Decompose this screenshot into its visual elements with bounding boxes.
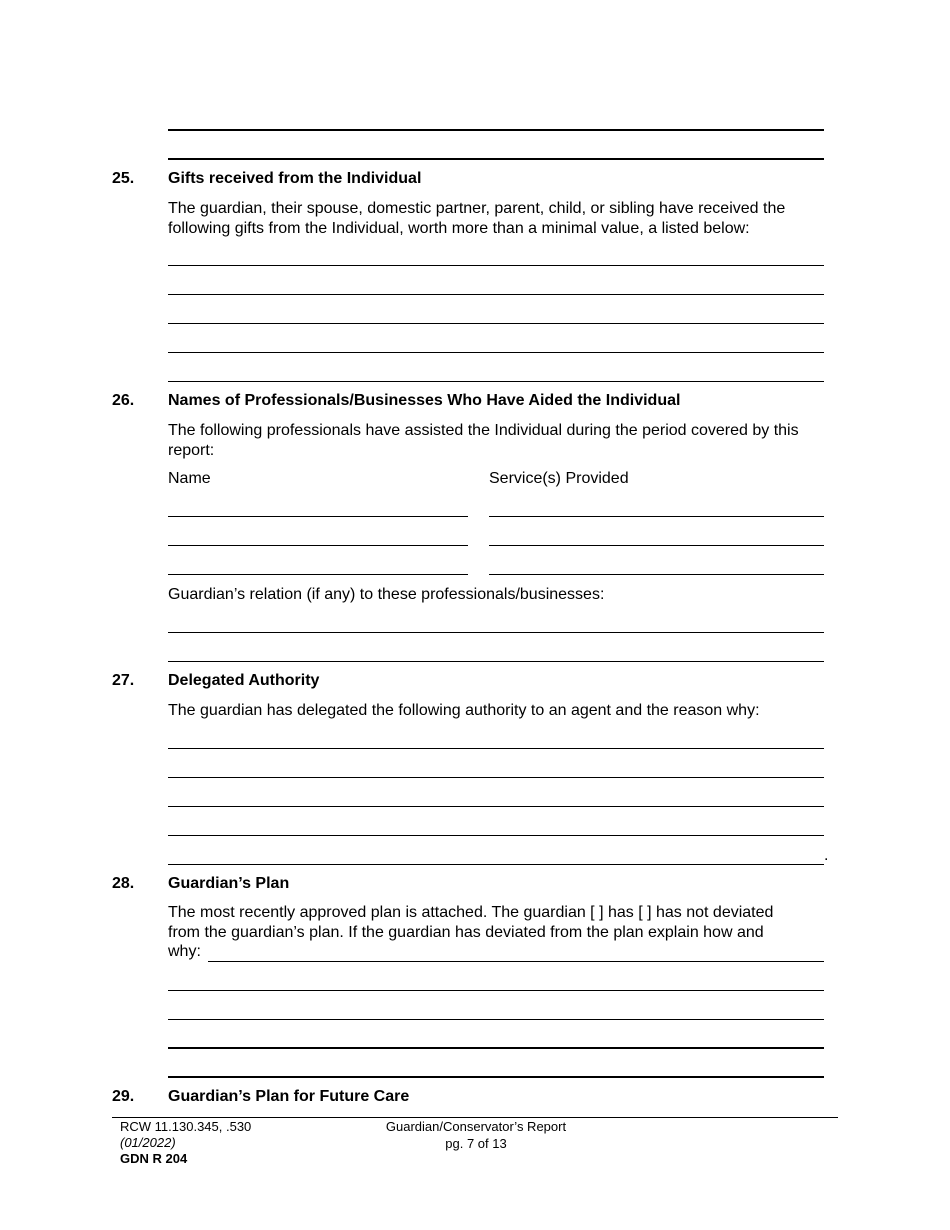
section-29-heading: Guardian’s Plan for Future Care xyxy=(168,1088,410,1105)
section-28-text-line-3: why: xyxy=(168,943,201,960)
section-27-text: The guardian has delegated the following authority to an agent and the reason why: xyxy=(168,702,760,719)
answer-line[interactable] xyxy=(208,961,824,962)
footer-page: pg. 7 of 13 xyxy=(445,1136,507,1151)
section-28-text-line-1: The most recently approved plan is attached. The guardian [ ] has [ ] has not deviated xyxy=(168,904,774,921)
section-28-number: 28. xyxy=(112,875,135,892)
footer-divider xyxy=(112,1117,838,1118)
service-column-label: Service(s) Provided xyxy=(489,470,629,487)
section-27-number: 27. xyxy=(112,672,135,689)
answer-line[interactable] xyxy=(168,990,824,991)
section-25-number: 25. xyxy=(112,170,135,187)
answer-line[interactable] xyxy=(168,632,824,633)
section-27-heading: Delegated Authority xyxy=(168,672,320,689)
answer-line[interactable] xyxy=(168,661,824,662)
footer-title: Guardian/Conservator’s Report xyxy=(385,1119,567,1134)
answer-line[interactable] xyxy=(168,864,824,865)
footer-form-code: GDN R 204 xyxy=(120,1151,188,1166)
section-26-text: The following professionals have assisted the Individual during the period covered by this report: xyxy=(168,422,799,459)
relation-label: Guardian’s relation (if any) to these professionals/businesses: xyxy=(168,586,605,603)
answer-line[interactable] xyxy=(168,381,824,382)
answer-line[interactable] xyxy=(168,323,824,324)
section-25-text: The guardian, their spouse, domestic partner, parent, child, or sibling have received the following gifts from the Individual, worth more than a minimal value, a listed below: xyxy=(168,200,786,237)
section-25-heading: Gifts received from the Individual xyxy=(168,170,422,187)
answer-line[interactable] xyxy=(168,806,824,807)
name-line[interactable] xyxy=(168,545,468,546)
name-column-label: Name xyxy=(168,470,211,487)
answer-line[interactable] xyxy=(168,265,824,266)
answer-line[interactable] xyxy=(168,352,824,353)
continuation-line xyxy=(168,129,824,131)
service-line[interactable] xyxy=(489,516,824,517)
name-line[interactable] xyxy=(168,574,468,575)
service-line[interactable] xyxy=(489,545,824,546)
line-end-period: . xyxy=(824,847,829,864)
name-line[interactable] xyxy=(168,516,468,517)
section-29-number: 29. xyxy=(112,1088,135,1105)
answer-line[interactable] xyxy=(168,1047,824,1049)
continuation-line xyxy=(168,158,824,160)
section-28-text-line-2: from the guardian’s plan. If the guardian has deviated from the plan explain how and xyxy=(168,924,764,941)
answer-line[interactable] xyxy=(168,1076,824,1078)
answer-line[interactable] xyxy=(168,777,824,778)
service-line[interactable] xyxy=(489,574,824,575)
answer-line[interactable] xyxy=(168,748,824,749)
section-28-heading: Guardian’s Plan xyxy=(168,875,290,892)
answer-line[interactable] xyxy=(168,294,824,295)
section-26-heading: Names of Professionals/Businesses Who Have Aided the Individual xyxy=(168,392,681,409)
section-26-number: 26. xyxy=(112,392,135,409)
footer-statute: RCW 11.130.345, .530 xyxy=(120,1119,252,1134)
footer-date: (01/2022) xyxy=(120,1135,176,1150)
answer-line[interactable] xyxy=(168,1019,824,1020)
answer-line[interactable] xyxy=(168,835,824,836)
